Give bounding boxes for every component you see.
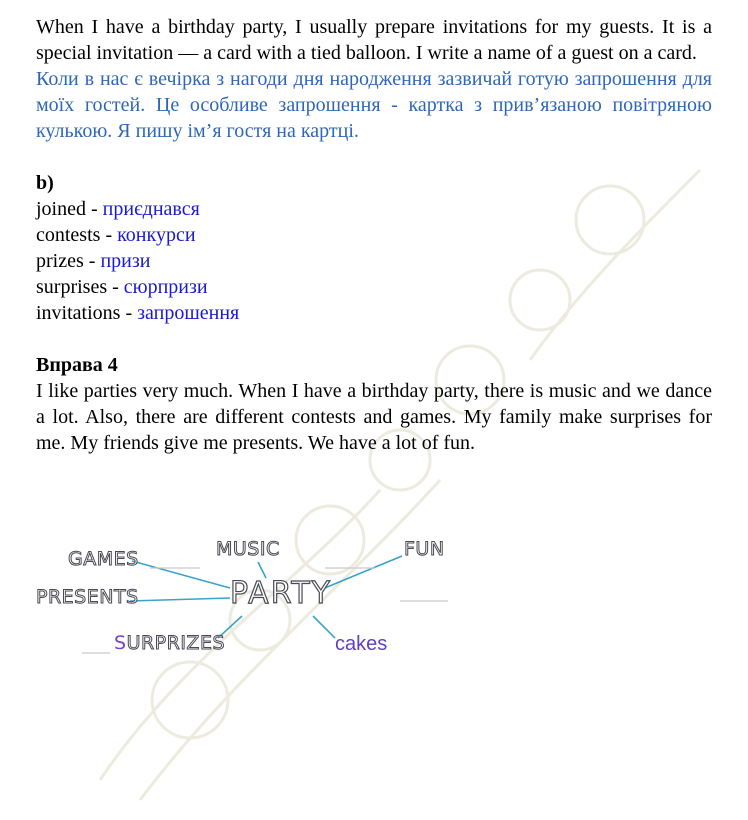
vocab-translation: конкурси [117,224,196,246]
line-presents [130,598,230,601]
line-cakes [313,616,335,638]
surprizes-rest: URPRIZES [126,632,226,654]
vocab-word: joined [36,198,86,220]
vocab-separator: - [86,198,103,220]
vocab-separator: - [120,302,138,324]
party-mind-map [30,528,470,668]
vocab-item [36,222,712,248]
vocab-item [36,196,712,222]
line-fun [320,556,402,590]
vocab-separator: - [107,276,124,298]
vocab-translation: приєднався [102,198,200,220]
vocab-translation: сюрпризи [123,276,208,298]
exercise-4-text: I like parties very much. When I have a birthday party, there is music and we dance a lot. Also, there are different contests and games. My family make surprises for me. My friends give me presents. We have a lot of fun. [36,380,712,454]
vocab-translation: призи [100,250,151,272]
vocab-item [36,274,712,300]
vocab-word: surprises [36,276,108,298]
mind-map-music: MUSIC [216,538,280,560]
exercise-4-heading: Вправа 4 [36,354,118,376]
vocab-separator: - [83,250,101,272]
mind-map-games: GAMES [68,548,139,570]
vocab-separator: - [100,224,118,246]
vocab-item [36,300,712,326]
surprizes-initial: S [114,632,127,654]
vocab-item [36,248,712,274]
vocab-word: prizes [36,250,84,272]
vocab-translation: запрошення [137,302,240,324]
mind-map-fun: FUN [404,538,445,560]
vocab-word: contests [36,224,101,246]
section-b-heading: b) [36,172,54,194]
mind-map-cakes: cakes [335,633,388,655]
mind-map-center: PARTY [230,576,333,611]
vocab-word: invitations [36,302,121,324]
document-page [36,14,712,456]
intro-english: When I have a birthday party, I usually prepare invitations for my guests. It is a special invitation — a card with a tied balloon. I write a name of a guest on a card. [36,16,712,64]
mind-map-presents: PRESENTS [36,586,139,608]
intro-ukrainian: Коли в нас є вечірка з нагоди дня народження зазвичай готую запрошення для моїх гостей. Це особливе запрошення - картка з прив’язаною повітряною кулькою. Я пишу ім’я гостя на картці. [36,68,712,142]
mind-map-surprizes [114,632,225,654]
line-games [132,561,230,588]
